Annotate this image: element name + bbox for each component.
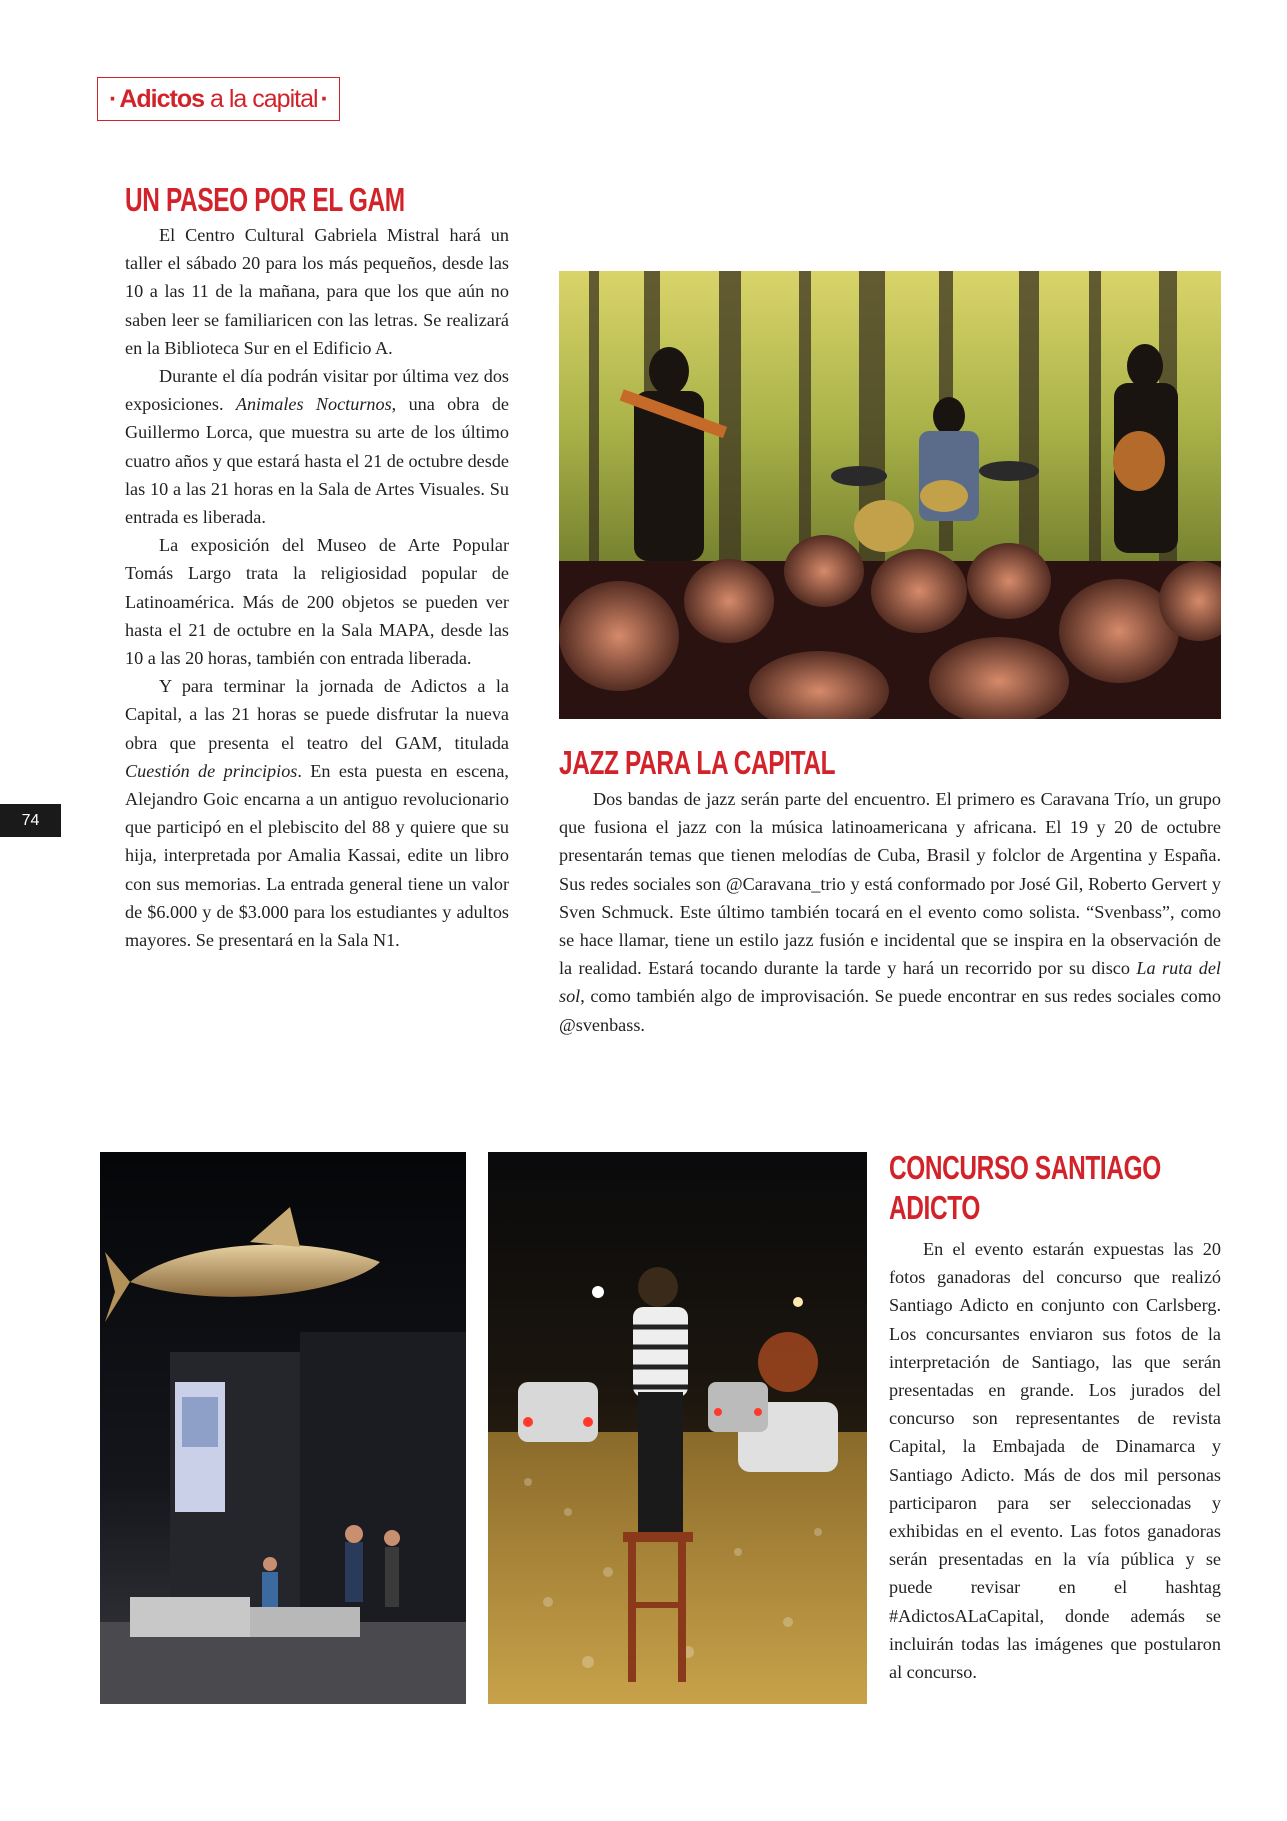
section-tag-dot-right: ·	[320, 84, 328, 113]
concurso-paragraph: En el evento estarán expuestas las 20 fotos ganadoras del concurso que realizó Santiago Adicto en conjunto con Carlsberg. Los concursantes enviaron sus fotos de la interpretación de Santiago, las que serán presentadas en grande. Los jurados del concurso son representantes de revista Capital, la Embajada de Dinamarca y Santiago Adicto. Más de dos mil personas participaron para ser seleccionadas y exhibidas en el evento. Las fotos ganadoras serán presentadas en la vía pública y se puede revisar en el hashtag #AdictosALaCapital, donde además se incluirán todas las imágenes que postularon al concurso.	[889, 1239, 1221, 1683]
gam-title: UN PASEO POR EL GAM	[125, 181, 405, 218]
jazz-paragraph: Dos bandas de jazz serán parte del encuentro. El primero es Caravana Trío, un grupo que fusiona el jazz con la música latinoamericana y africana. El 19 y 20 de octubre presentarán temas que tienen melodías de Cuba, Brasil y folclor de Argentina y España. Sus redes sociales son @Caravana_trio y está conformado por José Gil, Roberto Gervert y Sven Schmuck. Este último también tocará en el evento como solista. “Svenbass”, como se hace llamar, tiene un estilo jazz fusión e incidental que se inspira en la observación de la realidad. Estará tocando durante la tarde y hará un recorrido por su disco La ruta del sol, como también algo de improvisación. Se puede encontrar en sus redes sociales como @svenbass.	[559, 789, 1221, 1035]
concurso-title-line-1: CONCURSO SANTIAGO	[889, 1149, 1161, 1186]
section-tag-bold: Adictos	[119, 84, 205, 113]
concurso-title-line-2: ADICTO	[889, 1189, 980, 1226]
building-fish-sculpture-photo	[100, 1152, 466, 1704]
gam-paragraph-1: El Centro Cultural Gabriela Mistral hará un taller el sábado 20 para los más pequeños, desde las 10 a las 11 de la mañana, para que los que aún no saben leer se familiaricen con las letras. Se realizará en la Biblioteca Sur en el Edificio A.	[125, 225, 509, 358]
gam-exhibition-title: Animales Nocturnos	[235, 394, 392, 415]
jazz-body	[559, 785, 1221, 1039]
jazz-album-title: La ruta del sol	[559, 958, 1221, 1007]
jazz-title: JAZZ PARA LA CAPITAL	[559, 744, 836, 781]
street-child-on-stool-photo	[488, 1152, 867, 1704]
page-number: 74	[0, 804, 61, 837]
concurso-body	[889, 1235, 1221, 1686]
section-tag-dot-left: ·	[109, 84, 117, 113]
concurso-title	[889, 1148, 1161, 1228]
section-tag	[97, 77, 340, 121]
section-tag-light: a la capital	[210, 84, 318, 113]
gam-paragraph-2: Durante el día podrán visitar por última vez dos exposiciones. Animales Nocturnos, una obra de Guillermo Lorca, que muestra su arte de los último cuatro años y que estará hasta el 21 de octubre desde las 10 a las 21 horas en la Sala de Artes Visuales. Su entrada es liberada.	[125, 366, 509, 528]
gam-paragraph-3: La exposición del Museo de Arte Popular Tomás Largo trata la religiosidad popular de Latinoamérica. Más de 200 objetos se pueden ver hasta el 21 de octubre en la Sala MAPA, desde las 10 a las 20 horas, también con entrada liberada.	[125, 535, 509, 669]
gam-play-title: Cuestión de principios	[125, 760, 298, 781]
gam-paragraph-4: Y para terminar la jornada de Adictos a la Capital, a las 21 horas se puede disfrutar la nueva obra que presenta el teatro del GAM, titulada Cuestión de principios. En esta puesta en escena, Alejandro Goic encarna a un antiguo revolucionario que participó en el plebiscito del 88 y quiere que su hija, interpretada por Amalia Kassai, edite un libro con sus memorias. La entrada general tiene un valor de $6.000 y de $3.000 para los estudiantes y adultos mayores. Se presentará en la Sala N1.	[125, 676, 509, 951]
jazz-band-photo	[559, 271, 1221, 719]
gam-body	[125, 221, 509, 954]
